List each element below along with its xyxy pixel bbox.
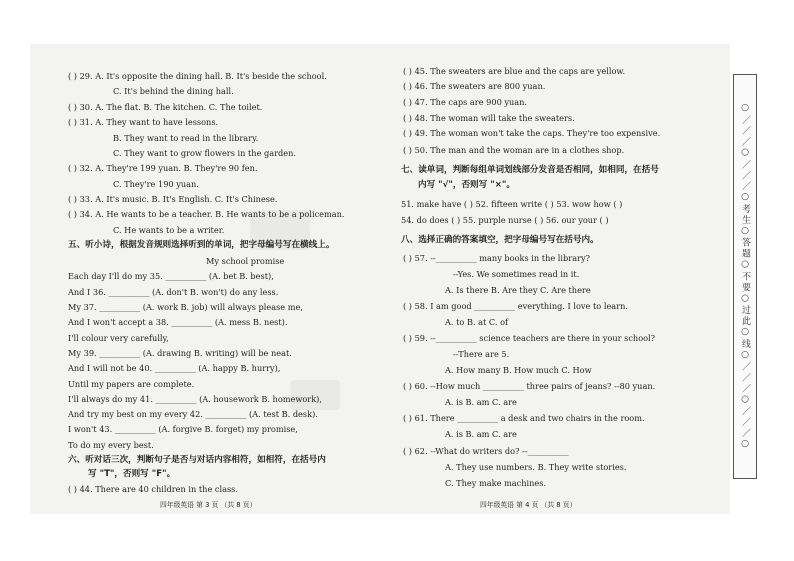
binding-margin-text: ○／／／○／／／○考生○答题○不要○过此○线○／／／○／／／○ xyxy=(740,102,750,451)
question-32: ( ) 32. A. They're 199 yuan. B. They're 90 fen. xyxy=(68,163,258,173)
question-31-option-c: C. They want to grow flowers in the garden. xyxy=(113,148,297,158)
poem-line-35: Each day I'll do my 35. __________ (A. bet B. best), xyxy=(68,271,274,281)
question-57: ( ) 57. --__________ many books in the library? xyxy=(403,253,591,263)
question-30: ( ) 30. A. The flat. B. The kitchen. C. The toilet. xyxy=(68,102,263,112)
poem-line: Until my papers are complete. xyxy=(68,379,195,389)
question-62-option-c: C. They make machines. xyxy=(445,478,547,488)
section-7-heading: 七、读单词，判断每组单词划线部分发音是否相同，如相同，在括号 xyxy=(401,165,659,175)
question-57-options: A. Is there B. Are they C. Are there xyxy=(445,285,591,295)
question-61-options: A. is B. am C. are xyxy=(445,429,517,439)
question-29: ( ) 29. A. It's opposite the dining hall. B. It's beside the school. xyxy=(68,71,327,81)
question-50: ( ) 50. The man and the woman are in a clothes shop. xyxy=(403,145,625,155)
poem-line-41: I'll always do my 41. __________ (A. housework B. homework), xyxy=(68,394,322,404)
question-49: ( ) 49. The woman won't take the caps. They're too expensive. xyxy=(403,128,661,138)
section-8-heading: 八、选择正确的答案填空，把字母编号写在括号内。 xyxy=(401,235,599,245)
page-footer: 四年级英语 第 4 页 （共 8 页） xyxy=(480,501,577,509)
question-60-options: A. is B. am C. are xyxy=(445,397,517,407)
question-62: ( ) 62. --What do writers do? --__________ xyxy=(403,446,569,456)
question-58: ( ) 58. I am good __________ everything. I love to learn. xyxy=(403,301,628,311)
question-48: ( ) 48. The woman will take the sweaters. xyxy=(403,113,575,123)
question-33: ( ) 33. A. It's music. B. It's English. C. It's Chinese. xyxy=(68,194,278,204)
section-5-heading: 五、听小诗，根据发音规则选择听到的单词，把字母编号写在横线上。 xyxy=(68,240,335,250)
section-6-heading: 六、听对话三次，判断句子是否与对话内容相符，如相符，在括号内 xyxy=(68,455,326,465)
phonics-row-1: 51. make have ( ) 52. fifteen write ( ) 53. wow how ( ) xyxy=(401,199,623,209)
poem-line-42: And try my best on my every 42. __________ (A. test B. desk). xyxy=(68,409,318,419)
question-58-options: A. to B. at C. of xyxy=(445,317,509,327)
poem-line-38: And I won't accept a 38. __________ (A. mess B. nest). xyxy=(68,317,288,327)
question-44: ( ) 44. There are 40 children in the class. xyxy=(68,484,238,494)
poem-line: I'll colour very carefully, xyxy=(68,333,169,343)
question-57-answer: --Yes. We sometimes read in it. xyxy=(453,269,580,279)
poem-line-43: I won't 43. __________ (A. forgive B. forget) my promise, xyxy=(68,424,298,434)
question-62-options: A. They use numbers. B. They write stories. xyxy=(445,462,627,472)
poem-line-40: And I will not be 40. __________ (A. happy B. hurry), xyxy=(68,363,281,373)
question-34-option-c: C. He wants to be a writer. xyxy=(113,225,225,235)
page-footer: 四年级英语 第 3 页 （共 8 页） xyxy=(160,501,257,509)
poem-line-39: My 39. __________ (A. drawing B. writing) will be neat. xyxy=(68,348,292,358)
poem-line-36: And I 36. __________ (A. don't B. won't) do any less. xyxy=(68,287,279,297)
poem-title: My school promise xyxy=(206,256,285,266)
question-31: ( ) 31. A. They want to have lessons. xyxy=(68,117,219,127)
poem-line: To do my every best. xyxy=(68,440,154,450)
section-7-heading-cont: 内写 "√"，否则写 "×"。 xyxy=(418,180,515,190)
question-61: ( ) 61. There __________ a desk and two chairs in the room. xyxy=(403,413,645,423)
question-32-option-c: C. They're 190 yuan. xyxy=(113,179,199,189)
question-34: ( ) 34. A. He wants to be a teacher. B. He wants to be a policeman. xyxy=(68,209,345,219)
question-59-answer: --There are 5. xyxy=(453,349,510,359)
question-59-options: A. How many B. How much C. How xyxy=(445,365,592,375)
section-6-heading-cont: 写 "T"，否则写 "F"。 xyxy=(88,469,176,479)
question-29-option-c: C. It's behind the dining hall. xyxy=(113,86,234,96)
phonics-row-2: 54. do does ( ) 55. purple nurse ( ) 56. our your ( ) xyxy=(401,215,609,225)
question-46: ( ) 46. The sweaters are 800 yuan. xyxy=(403,81,546,91)
question-60: ( ) 60. --How much __________ three pairs of jeans? --80 yuan. xyxy=(403,381,656,391)
binding-margin xyxy=(733,74,757,479)
question-31-option-b: B. They want to read in the library. xyxy=(113,133,259,143)
question-59: ( ) 59. --__________ science teachers are there in your school? xyxy=(403,333,656,343)
poem-line-37: My 37. __________ (A. work B. job) will always please me, xyxy=(68,302,303,312)
question-47: ( ) 47. The caps are 900 yuan. xyxy=(403,97,528,107)
question-45: ( ) 45. The sweaters are blue and the caps are yellow. xyxy=(403,66,626,76)
